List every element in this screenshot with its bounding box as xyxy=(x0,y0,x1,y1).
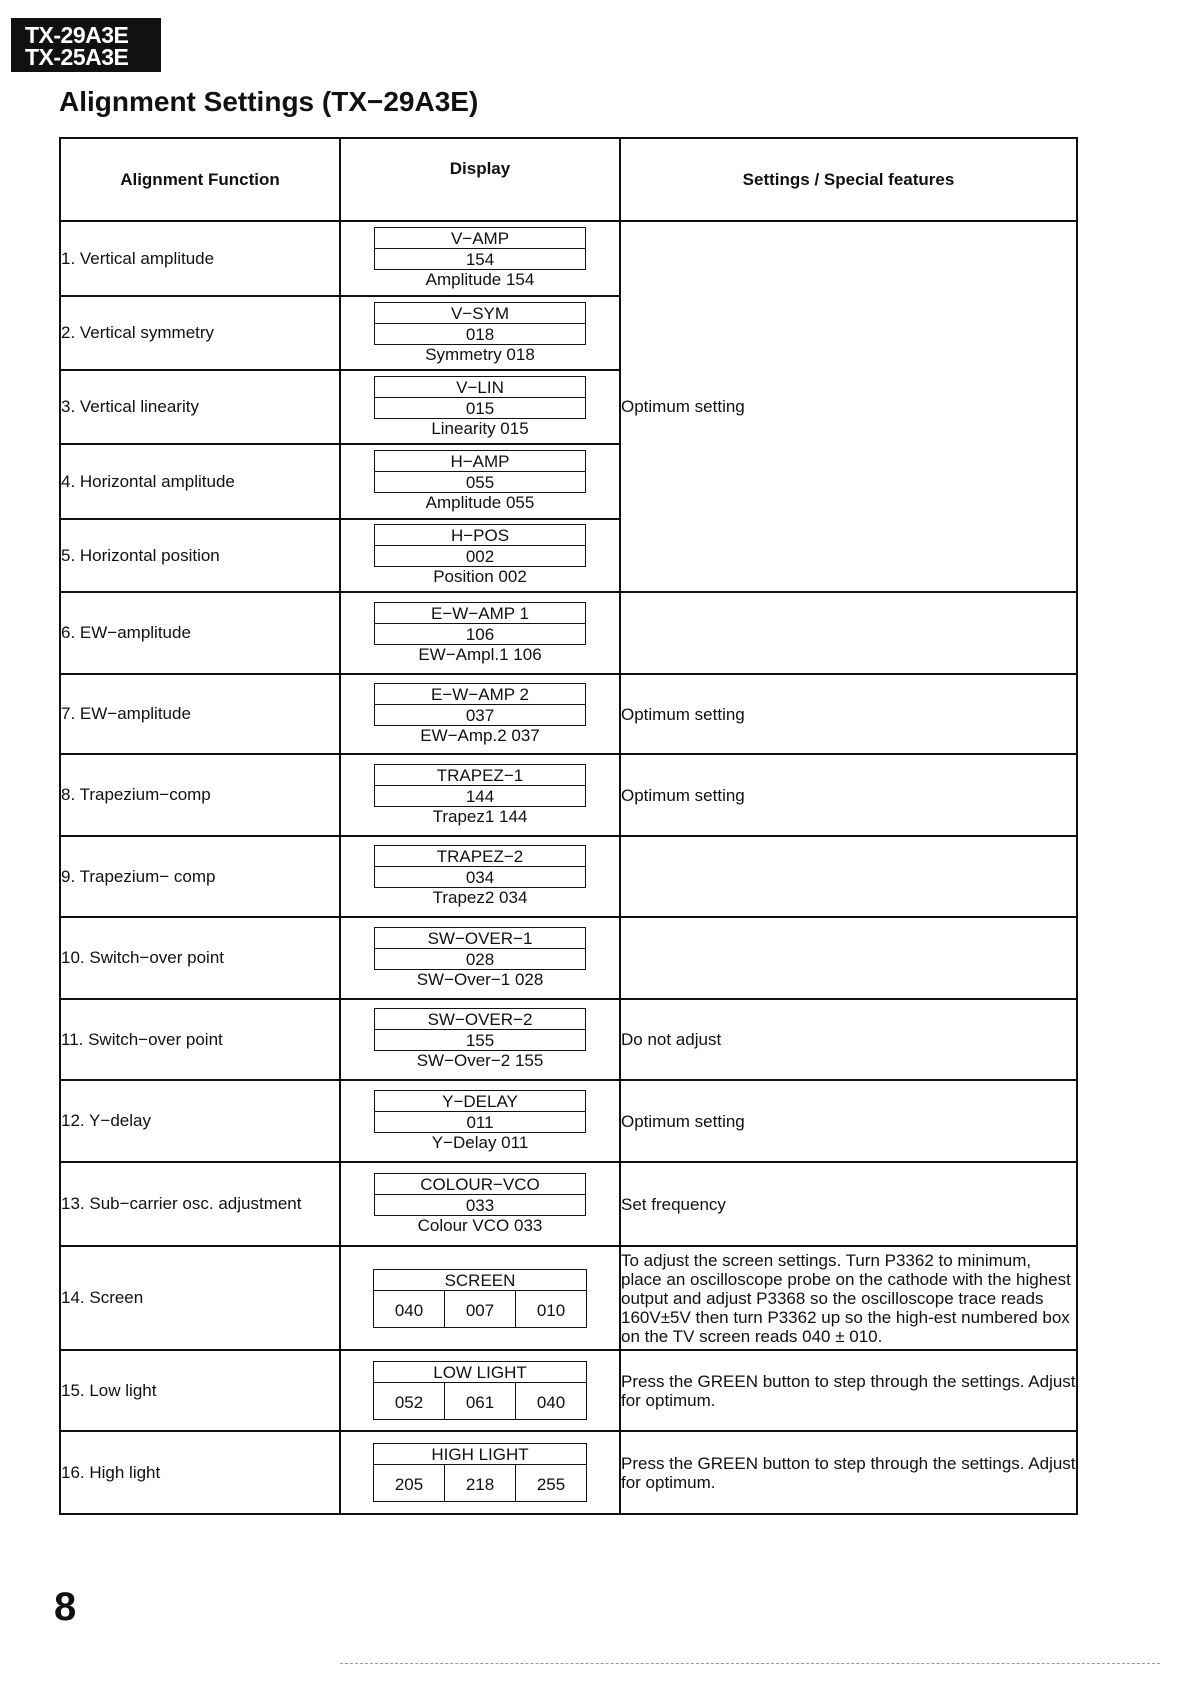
osd-title: H−AMP xyxy=(450,452,510,471)
settings-cell: Press the GREEN button to step through the settings. Adjust for optimum. xyxy=(620,1350,1077,1431)
display-cell xyxy=(340,370,620,444)
model-badge-line1: TX-29A3E xyxy=(25,22,129,48)
osd-title: HIGH LIGHT xyxy=(374,1444,586,1465)
osd-display-box xyxy=(374,683,586,726)
header-display: Display xyxy=(340,138,620,221)
osd-caption: Amplitude 154 xyxy=(425,270,535,289)
table-row xyxy=(60,754,1077,836)
osd-value: 218 xyxy=(444,1465,515,1501)
model-badge xyxy=(11,18,161,72)
function-cell: 5. Horizontal position xyxy=(60,519,340,592)
settings-cell: Press the GREEN button to step through the settings. Adjust for optimum. xyxy=(620,1431,1077,1514)
table-row xyxy=(60,836,1077,917)
osd-value: 010 xyxy=(515,1291,586,1327)
function-cell: 2. Vertical symmetry xyxy=(60,296,340,370)
display-cell xyxy=(340,1431,620,1514)
settings-cell xyxy=(620,592,1077,674)
display-cell xyxy=(340,836,620,917)
osd-caption: SW−Over−2 155 xyxy=(416,1051,544,1070)
settings-cell: Optimum setting xyxy=(620,754,1077,836)
osd-caption: Trapez2 034 xyxy=(432,888,528,907)
function-cell: 12. Y−delay xyxy=(60,1080,340,1162)
table-row xyxy=(60,674,1077,754)
display-cell xyxy=(340,917,620,999)
settings-cell xyxy=(620,836,1077,917)
function-cell: 8. Trapezium−comp xyxy=(60,754,340,836)
osd-value: 037 xyxy=(375,704,585,725)
osd-caption: Amplitude 055 xyxy=(425,493,535,512)
osd-display-box xyxy=(373,1361,587,1420)
function-cell: 9. Trapezium− comp xyxy=(60,836,340,917)
function-cell: 10. Switch−over point xyxy=(60,917,340,999)
table-row xyxy=(60,999,1077,1080)
osd-caption: Position 002 xyxy=(433,567,527,586)
osd-value: 034 xyxy=(375,866,585,887)
function-cell: 15. Low light xyxy=(60,1350,340,1431)
settings-cell: Optimum setting xyxy=(620,221,1077,592)
osd-title: V−LIN xyxy=(456,377,504,397)
osd-value: 040 xyxy=(515,1383,586,1419)
osd-display-box xyxy=(374,927,586,970)
osd-display-box xyxy=(373,1269,587,1328)
settings-cell: Optimum setting xyxy=(620,1080,1077,1162)
display-cell xyxy=(340,1162,620,1246)
display-cell xyxy=(340,296,620,370)
osd-display-box xyxy=(374,602,586,645)
display-cell xyxy=(340,519,620,592)
settings-cell xyxy=(620,917,1077,999)
osd-title: COLOUR−VCO xyxy=(420,1174,540,1194)
osd-value: 028 xyxy=(375,948,585,969)
osd-value: 007 xyxy=(444,1291,515,1327)
osd-value: 033 xyxy=(375,1194,585,1215)
osd-display-box xyxy=(374,1173,586,1216)
function-cell: 14. Screen xyxy=(60,1246,340,1350)
osd-value: 061 xyxy=(444,1383,515,1419)
function-cell: 7. EW−amplitude xyxy=(60,674,340,754)
osd-display-box xyxy=(374,227,586,270)
display-cell xyxy=(340,221,620,296)
osd-caption: EW−Ampl.1 106 xyxy=(418,644,542,664)
model-badge-line2: TX-25A3E xyxy=(25,44,129,70)
function-cell: 13. Sub−carrier osc. adjustment xyxy=(60,1162,340,1246)
table-row xyxy=(60,1431,1077,1514)
osd-value: 205 xyxy=(394,1475,424,1494)
display-cell xyxy=(340,1080,620,1162)
display-cell xyxy=(340,1350,620,1431)
osd-title: Y−DELAY xyxy=(442,1091,518,1111)
table-row xyxy=(60,592,1077,674)
function-cell: 11. Switch−over point xyxy=(60,999,340,1080)
header-function: Alignment Function xyxy=(60,138,340,221)
function-cell: 1. Vertical amplitude xyxy=(60,221,340,296)
osd-value: 011 xyxy=(375,1111,585,1132)
table-row xyxy=(60,917,1077,999)
osd-display-box xyxy=(374,450,586,493)
osd-title: V−AMP xyxy=(450,229,510,248)
osd-title: E−W−AMP 2 xyxy=(431,684,529,704)
osd-display-box xyxy=(374,1008,586,1051)
display-cell xyxy=(340,999,620,1080)
osd-display-box xyxy=(374,845,586,888)
osd-value: 018 xyxy=(375,323,585,344)
osd-display-box xyxy=(374,1090,586,1133)
osd-caption: Colour VCO 033 xyxy=(417,1215,543,1235)
table-row xyxy=(60,221,1077,296)
page-title: Alignment Settings (TX−29A3E) xyxy=(59,86,479,117)
table-row xyxy=(60,1350,1077,1431)
osd-value: 154 xyxy=(375,248,585,269)
osd-title: SW−OVER−2 xyxy=(427,1010,533,1029)
footer-rule xyxy=(340,1663,1160,1664)
osd-caption: EW−Amp.2 037 xyxy=(420,725,540,745)
alignment-table xyxy=(59,137,1078,1515)
table-row xyxy=(60,1162,1077,1246)
table-row xyxy=(60,1080,1077,1162)
osd-title: E−W−AMP 1 xyxy=(431,603,529,623)
settings-cell: To adjust the screen settings. Turn P3362 to minimum, place an oscilloscope probe on the cathode with the highest output and adjust P3368 so the oscilloscope trace reads 160V±5V then turn P3362 up so the high-est numbered box on the TV screen reads 040 ± 010. xyxy=(620,1246,1077,1350)
display-cell xyxy=(340,1246,620,1350)
osd-display-box xyxy=(374,764,586,807)
osd-caption: Linearity 015 xyxy=(431,418,529,438)
display-cell xyxy=(340,444,620,519)
function-cell: 16. High light xyxy=(60,1431,340,1514)
osd-title: TRAPEZ−2 xyxy=(436,847,524,866)
display-cell xyxy=(340,754,620,836)
osd-value: 155 xyxy=(375,1029,585,1050)
osd-display-box xyxy=(374,302,586,345)
osd-display-box xyxy=(374,524,586,567)
osd-caption: Y−Delay 011 xyxy=(431,1132,529,1152)
function-cell: 3. Vertical linearity xyxy=(60,370,340,444)
settings-cell: Optimum setting xyxy=(620,674,1077,754)
display-cell xyxy=(340,592,620,674)
settings-cell: Set frequency xyxy=(620,1162,1077,1246)
osd-value: 002 xyxy=(375,545,585,566)
osd-value: 055 xyxy=(375,471,585,492)
page-number: 8 xyxy=(54,1585,77,1629)
osd-title: SW−OVER−1 xyxy=(427,928,533,948)
osd-title: H−POS xyxy=(450,526,510,545)
osd-title: TRAPEZ−1 xyxy=(436,765,524,785)
osd-value: 040 xyxy=(394,1300,424,1320)
osd-display-box xyxy=(373,1443,587,1502)
osd-value: 106 xyxy=(375,623,585,644)
function-cell: 4. Horizontal amplitude xyxy=(60,444,340,519)
function-cell: 6. EW−amplitude xyxy=(60,592,340,674)
osd-value: 255 xyxy=(515,1465,586,1501)
osd-value: 052 xyxy=(394,1393,424,1412)
osd-title: V−SYM xyxy=(450,303,510,323)
osd-caption: SW−Over−1 028 xyxy=(416,969,544,989)
osd-value: 144 xyxy=(375,785,585,806)
osd-caption: Symmetry 018 xyxy=(425,344,535,364)
settings-cell: Do not adjust xyxy=(620,999,1077,1080)
osd-caption: Trapez1 144 xyxy=(432,806,528,826)
display-cell xyxy=(340,674,620,754)
osd-title: SCREEN xyxy=(374,1270,586,1291)
table-row xyxy=(60,1246,1077,1350)
osd-value: 015 xyxy=(375,397,585,418)
osd-display-box xyxy=(374,376,586,419)
header-settings: Settings / Special features xyxy=(620,138,1077,221)
osd-title: LOW LIGHT xyxy=(374,1362,586,1383)
